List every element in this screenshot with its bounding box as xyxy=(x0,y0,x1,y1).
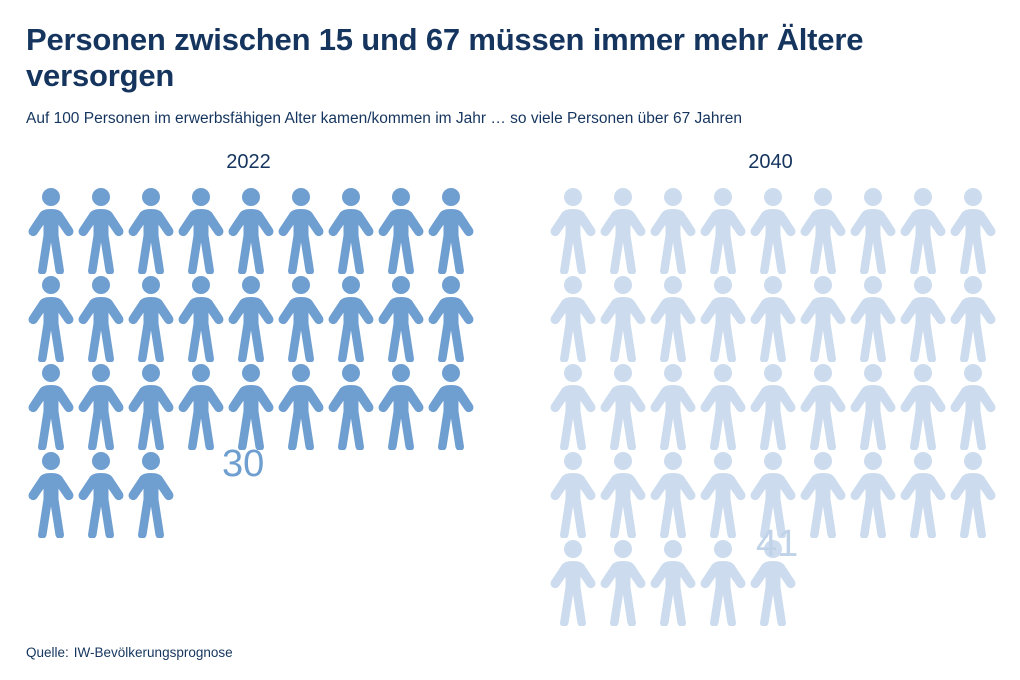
person-icon xyxy=(798,450,848,538)
person-icon xyxy=(326,362,376,450)
group-2022-year: 2022 xyxy=(226,150,271,173)
person-icon xyxy=(76,450,126,538)
person-icon xyxy=(898,186,948,274)
person-icon xyxy=(126,274,176,362)
person-icon xyxy=(648,362,698,450)
person-icon xyxy=(26,450,76,538)
source-text: IW-Bevölkerungsprognose xyxy=(73,645,233,660)
person-icon xyxy=(548,538,598,626)
person-icon xyxy=(948,274,998,362)
person-icon xyxy=(276,274,326,362)
person-icon xyxy=(648,450,698,538)
person-icon xyxy=(226,362,276,450)
person-icon xyxy=(848,186,898,274)
person-icon xyxy=(748,362,798,450)
person-icon xyxy=(698,362,748,450)
person-icon xyxy=(648,186,698,274)
person-icon xyxy=(948,362,998,450)
page-title: Personen zwischen 15 und 67 müssen immer mehr Ältere versorgen xyxy=(26,22,864,94)
person-icon xyxy=(26,186,76,274)
group-2022-value: 30 xyxy=(222,442,265,485)
source-note xyxy=(26,645,233,660)
person-icon xyxy=(326,274,376,362)
person-icon xyxy=(598,450,648,538)
person-icon xyxy=(898,274,948,362)
person-icon xyxy=(126,186,176,274)
person-icon xyxy=(176,274,226,362)
person-icon xyxy=(276,362,326,450)
person-icon xyxy=(326,186,376,274)
person-icon xyxy=(648,538,698,626)
person-icon xyxy=(426,274,476,362)
person-icon xyxy=(648,274,698,362)
person-icon xyxy=(276,186,326,274)
person-icon xyxy=(548,362,598,450)
person-icon xyxy=(426,186,476,274)
person-icon xyxy=(698,274,748,362)
person-icon xyxy=(426,362,476,450)
person-icon xyxy=(176,186,226,274)
person-icon xyxy=(76,186,126,274)
person-icon xyxy=(848,450,898,538)
person-icon xyxy=(226,274,276,362)
person-icon xyxy=(548,186,598,274)
person-icon xyxy=(548,450,598,538)
person-icon xyxy=(948,450,998,538)
page-subtitle: Auf 100 Personen im erwerbsfähigen Alter kamen/kommen im Jahr … so viele Personen über 67 Jahren xyxy=(26,109,742,127)
person-icon xyxy=(376,362,426,450)
person-icon xyxy=(598,274,648,362)
source-label: Quelle: xyxy=(26,645,69,660)
person-icon xyxy=(376,274,426,362)
person-icon xyxy=(698,186,748,274)
person-icon xyxy=(548,274,598,362)
person-icon xyxy=(898,450,948,538)
person-icon xyxy=(598,538,648,626)
group-2040-value: 41 xyxy=(756,522,799,565)
person-icon xyxy=(798,186,848,274)
person-icon xyxy=(848,362,898,450)
person-icon xyxy=(176,362,226,450)
person-icon xyxy=(76,362,126,450)
person-icon xyxy=(126,450,176,538)
person-icon xyxy=(948,186,998,274)
person-icon xyxy=(76,274,126,362)
person-icon xyxy=(226,186,276,274)
person-icon xyxy=(698,538,748,626)
person-icon xyxy=(898,362,948,450)
person-icon xyxy=(376,186,426,274)
person-icon xyxy=(798,362,848,450)
person-icon xyxy=(748,274,798,362)
pictogram-columns xyxy=(26,151,994,621)
person-icon xyxy=(698,450,748,538)
person-icon xyxy=(126,362,176,450)
person-icon xyxy=(848,274,898,362)
person-icon xyxy=(26,362,76,450)
person-icon xyxy=(598,186,648,274)
group-2040-year: 2040 xyxy=(748,150,793,173)
person-icon xyxy=(26,274,76,362)
person-icon xyxy=(748,186,798,274)
person-icon xyxy=(798,274,848,362)
person-icon xyxy=(598,362,648,450)
